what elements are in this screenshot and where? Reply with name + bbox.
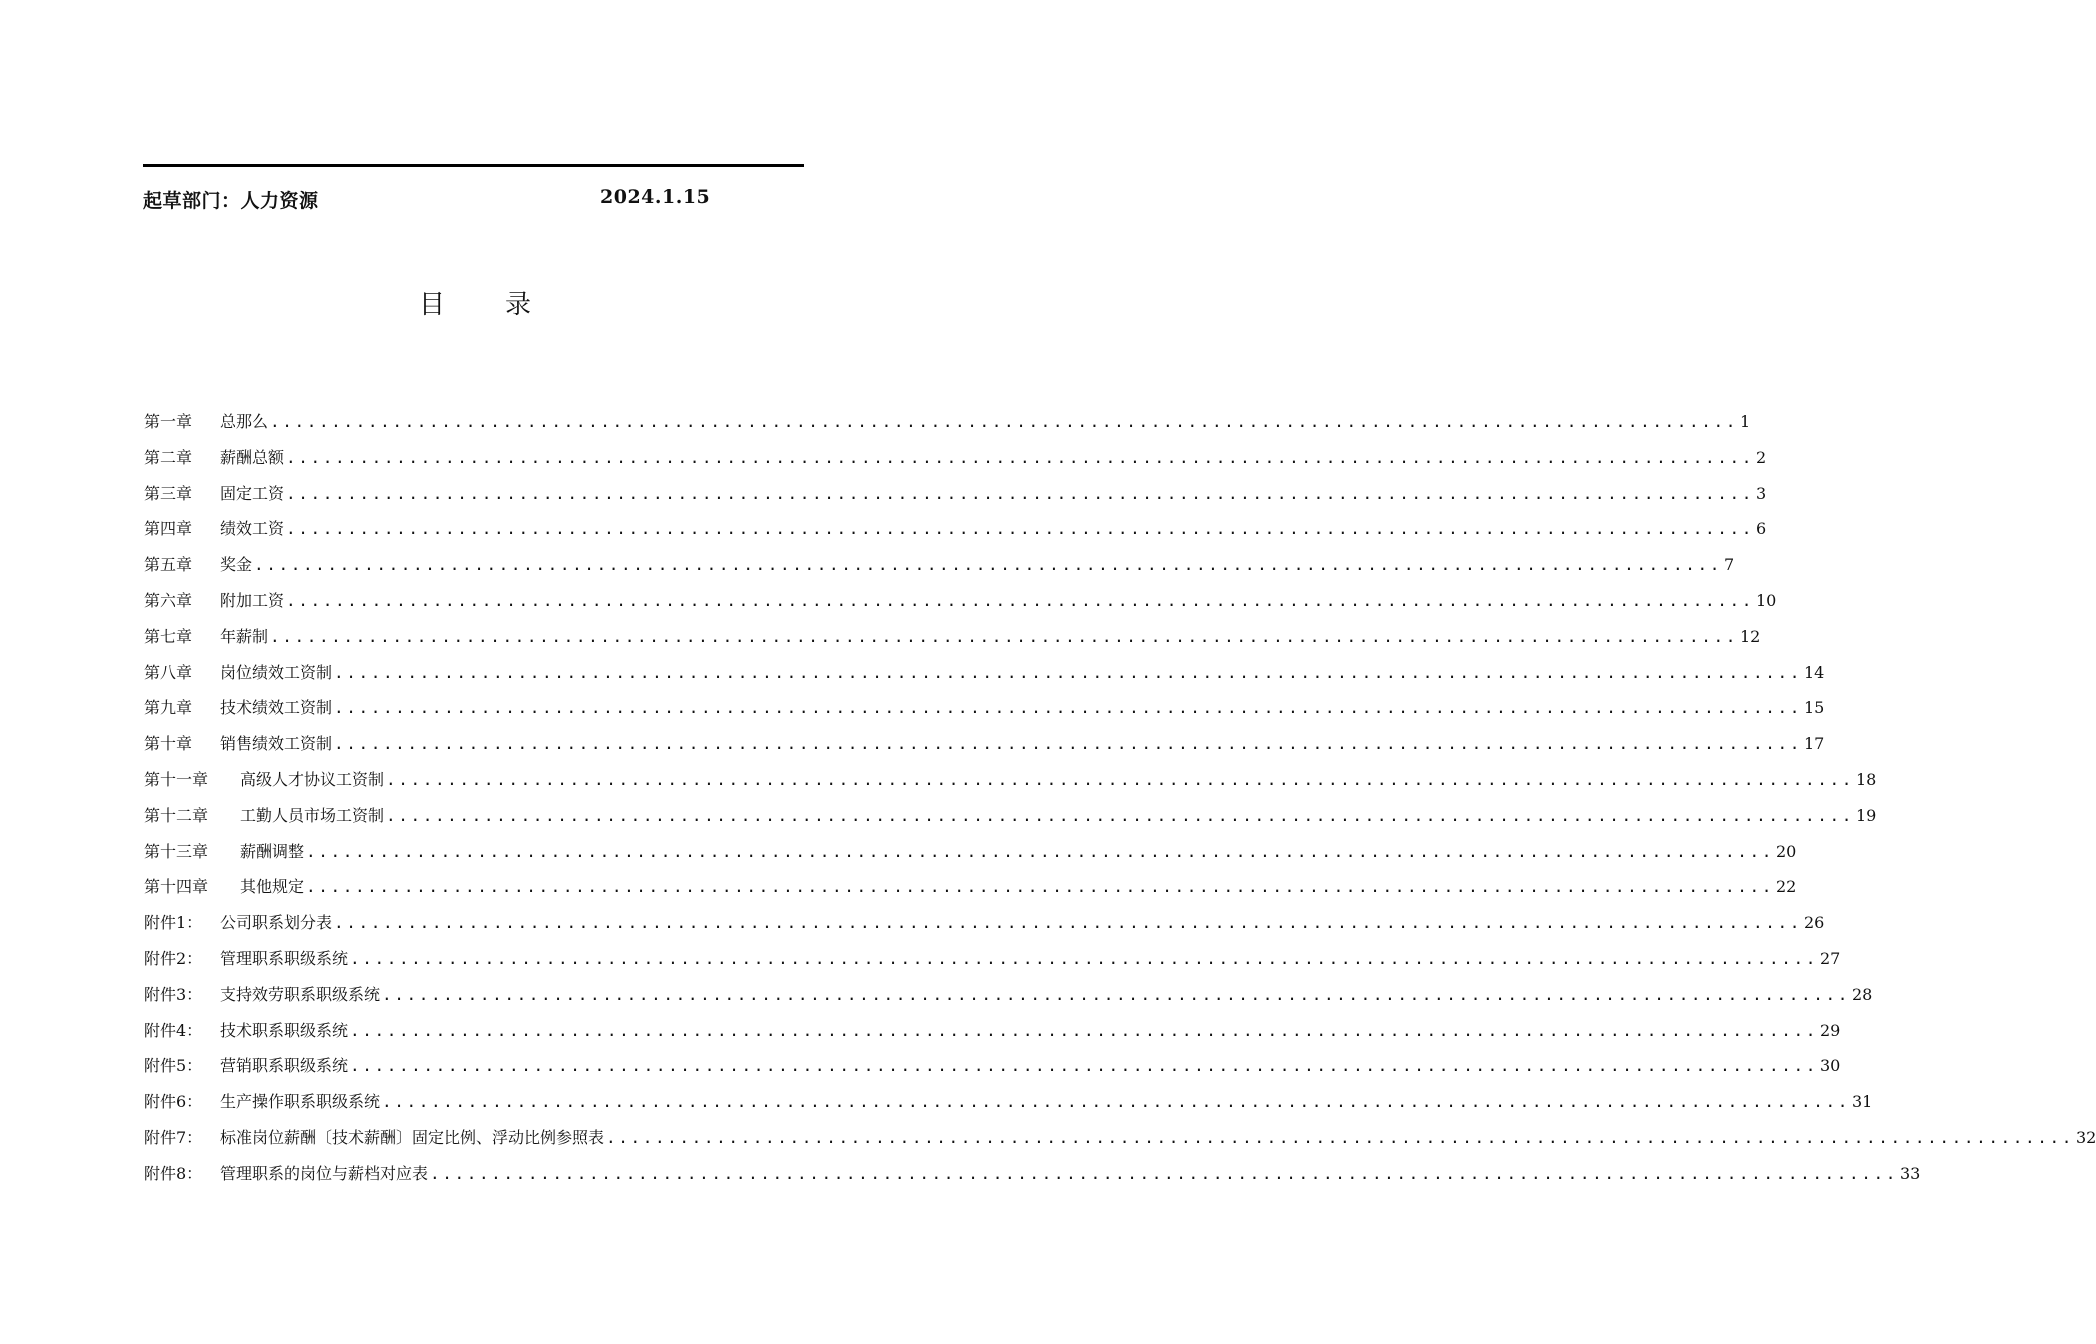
toc-entry[interactable]	[144, 583, 1777, 619]
toc-entry-title: 年薪制	[220, 626, 269, 646]
toc-entry-chapter: 附件3：	[144, 984, 203, 1004]
toc-entry-chapter: 第三章	[144, 483, 193, 503]
dot-leader: ........................................................................................................................	[286, 590, 1754, 610]
dot-leader: ........................................................................................................................	[286, 447, 1754, 467]
toc-entry-page: 12	[1739, 626, 1761, 646]
toc-entry-title: 总那么	[220, 412, 269, 431]
toc-entry-page: 1	[1739, 412, 1751, 431]
toc-entry[interactable]	[144, 977, 1873, 1013]
toc-entry-title: 薪酬调整	[240, 841, 305, 861]
dot-leader: ........................................................................................................................	[350, 1056, 1818, 1076]
toc-entry-title: 标准岗位薪酬〔技术薪酬〕固定比例、浮动比例参照表	[220, 1127, 605, 1147]
dot-leader: ........................................................................................................................	[350, 1020, 1818, 1040]
toc-entry[interactable]	[144, 404, 1751, 440]
toc-entry-page: 28	[1851, 984, 1873, 1004]
toc-entry-page: 20	[1775, 841, 1797, 861]
header-rule	[143, 164, 804, 167]
toc-entry-chapter: 第十章	[144, 734, 193, 754]
toc-entry[interactable]	[144, 511, 1767, 547]
dot-leader: ........................................................................................................................	[306, 841, 1774, 861]
toc-entry-title: 技术职系职级系统	[220, 1020, 349, 1040]
toc-entry-page: 6	[1755, 519, 1767, 539]
toc-entry[interactable]	[144, 834, 1797, 870]
toc-entry-page: 31	[1851, 1092, 1873, 1112]
toc-entry-page: 30	[1819, 1056, 1841, 1076]
toc-entry-chapter: 第九章	[144, 698, 193, 718]
toc-entry-page: 27	[1819, 948, 1841, 968]
toc-entry-chapter: 第十一章	[144, 769, 209, 789]
dot-leader: ........................................................................................................................	[254, 555, 1722, 575]
toc-entry[interactable]	[144, 1048, 1841, 1084]
toc-entry-title: 附加工资	[220, 590, 285, 610]
toc-entry-chapter: 第五章	[144, 555, 193, 575]
toc-entry[interactable]	[144, 476, 1767, 512]
toc-entry-chapter: 附件4：	[144, 1020, 203, 1040]
toc-entry-title: 销售绩效工资制	[220, 734, 333, 754]
toc-entry-chapter: 附件1：	[144, 913, 203, 933]
toc-entry-page: 22	[1775, 877, 1797, 897]
dot-leader: ........................................................................................................................	[382, 1092, 1850, 1112]
toc-entry-page: 29	[1819, 1020, 1841, 1040]
toc-entry-title: 工勤人员市场工资制	[240, 805, 385, 825]
dot-leader: ........................................................................................................................	[382, 984, 1850, 1004]
toc-entry-page: 3	[1755, 483, 1767, 503]
toc-entry-chapter: 第十二章	[144, 805, 209, 825]
toc-entry[interactable]	[144, 690, 1825, 726]
toc-entry-page: 33	[1899, 1163, 1921, 1183]
toc-heading-part1: 目	[418, 290, 445, 320]
dot-leader: ........................................................................................................................	[286, 519, 1754, 539]
toc-entry[interactable]	[144, 1084, 1873, 1120]
toc-entry[interactable]	[144, 726, 1825, 762]
toc-entry-page: 19	[1855, 805, 1877, 825]
toc-heading	[0, 284, 950, 321]
dot-leader: ........................................................................................................................	[334, 913, 1802, 933]
toc-entry[interactable]	[144, 1120, 2096, 1156]
toc-entry-chapter: 第四章	[144, 519, 193, 539]
toc-entry-chapter: 第十三章	[144, 841, 209, 861]
toc-entry-title: 固定工资	[220, 483, 285, 503]
toc-entry-title: 管理职系的岗位与薪档对应表	[220, 1163, 429, 1183]
toc-entry[interactable]	[144, 547, 1735, 583]
document-date: 2024.1.15	[600, 186, 711, 208]
dot-leader: ........................................................................................................................	[334, 734, 1802, 754]
dot-leader: ........................................................................................................................	[306, 877, 1774, 897]
toc-entry-title: 公司职系划分表	[220, 913, 333, 933]
toc-entry-title: 其他规定	[240, 877, 305, 897]
toc-entry[interactable]	[144, 762, 1877, 798]
toc-entry-chapter: 第六章	[144, 590, 193, 610]
dot-leader: ........................................................................................................................	[386, 769, 1854, 789]
toc-entry-title: 营销职系职级系统	[220, 1056, 349, 1076]
toc-entry-chapter: 第七章	[144, 626, 193, 646]
toc-entry-title: 绩效工资	[220, 519, 285, 539]
toc-entry-chapter: 附件2：	[144, 948, 203, 968]
toc-entry-title: 支持效劳职系职级系统	[220, 984, 381, 1004]
toc-entry-page: 18	[1855, 769, 1877, 789]
toc-entry-chapter: 第八章	[144, 662, 193, 682]
toc-entry-title: 管理职系职级系统	[220, 948, 349, 968]
toc-entry[interactable]	[144, 440, 1767, 476]
toc-entry-page: 7	[1723, 555, 1735, 575]
toc-entry[interactable]	[144, 1156, 1921, 1192]
toc-entry-page: 15	[1803, 698, 1825, 718]
toc-entry[interactable]	[144, 1013, 1841, 1049]
dot-leader: ........................................................................................................................	[270, 626, 1738, 646]
dot-leader: ........................................................................................................................	[430, 1163, 1898, 1183]
table-of-contents	[144, 404, 2096, 1192]
dot-leader: ........................................................................................................................	[350, 948, 1818, 968]
toc-entry-page: 2	[1755, 447, 1767, 467]
toc-entry-chapter: 附件8：	[144, 1163, 203, 1183]
toc-entry-chapter: 附件5：	[144, 1056, 203, 1076]
toc-entry-title: 岗位绩效工资制	[220, 662, 333, 682]
toc-entry-page: 10	[1755, 590, 1777, 610]
toc-entry-chapter: 第二章	[144, 447, 193, 467]
dot-leader: ........................................................................................................................	[606, 1127, 2074, 1147]
drafting-department: 起草部门：人力资源	[143, 190, 319, 212]
dot-leader: ........................................................................................................................	[270, 412, 1738, 431]
dot-leader: ........................................................................................................................	[334, 662, 1802, 682]
toc-entry-page: 14	[1803, 662, 1825, 682]
toc-entry-chapter: 第一章	[144, 412, 193, 431]
dot-leader: ........................................................................................................................	[386, 805, 1854, 825]
toc-heading-part2: 录	[505, 290, 532, 320]
toc-entry-chapter: 附件7：	[144, 1127, 203, 1147]
toc-entry-page: 26	[1803, 913, 1825, 933]
toc-entry[interactable]	[144, 619, 1761, 655]
toc-entry-page: 17	[1803, 734, 1825, 754]
toc-entry[interactable]	[144, 869, 1797, 905]
toc-entry-chapter: 第十四章	[144, 877, 209, 897]
toc-entry-chapter: 附件6：	[144, 1092, 203, 1112]
toc-entry-title: 薪酬总额	[220, 447, 285, 467]
dot-leader: ........................................................................................................................	[334, 698, 1802, 718]
toc-entry[interactable]	[144, 798, 1877, 834]
toc-entry[interactable]	[144, 941, 1841, 977]
dot-leader: ........................................................................................................................	[286, 483, 1754, 503]
toc-entry-title: 生产操作职系职级系统	[220, 1092, 381, 1112]
toc-entry-page: 32	[2075, 1127, 2096, 1147]
toc-entry-title: 高级人才协议工资制	[240, 769, 385, 789]
toc-entry-title: 奖金	[220, 555, 253, 575]
toc-entry-title: 技术绩效工资制	[220, 698, 333, 718]
toc-entry[interactable]	[144, 905, 1825, 941]
toc-entry[interactable]	[144, 655, 1825, 691]
